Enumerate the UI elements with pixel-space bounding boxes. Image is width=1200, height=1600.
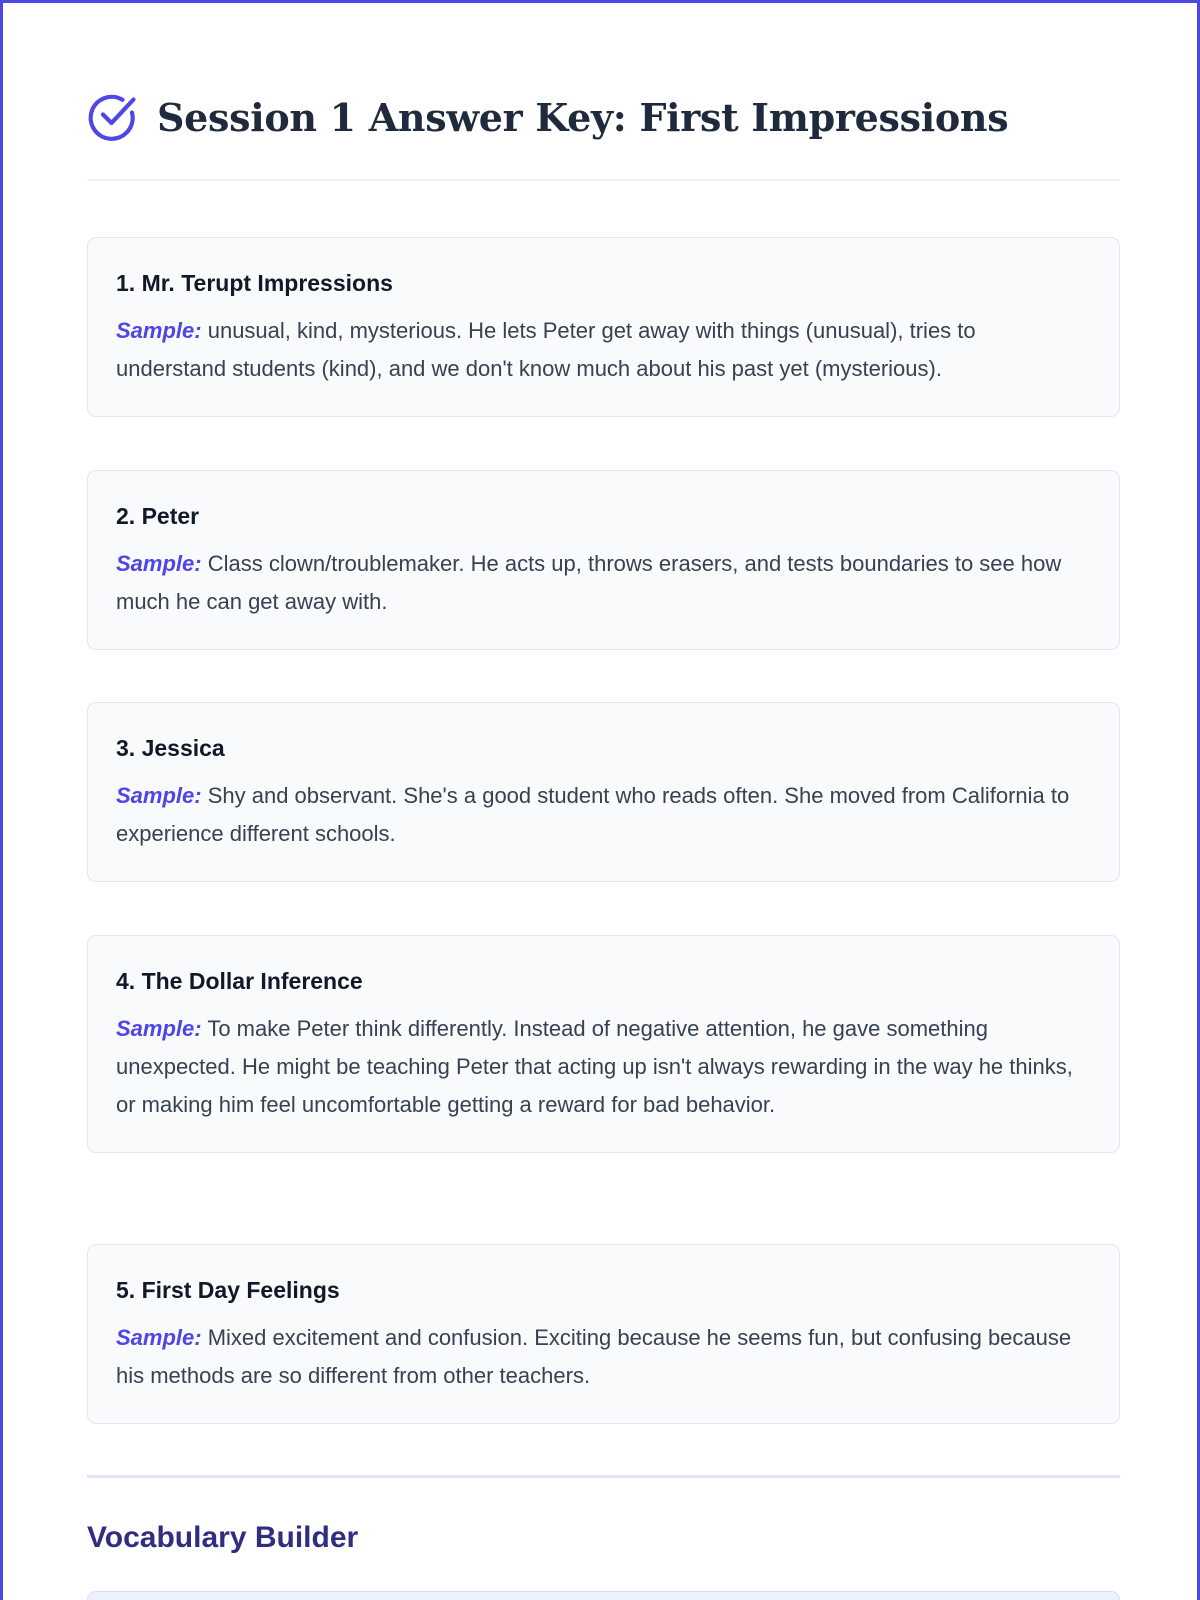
answer-card-2 [87,470,1120,650]
header-divider [87,179,1120,181]
sample-label: Sample: [116,783,202,808]
sample-label: Sample: [116,318,202,343]
answer-title: 4. The Dollar Inference [116,968,363,994]
answer-card-1 [87,237,1120,417]
sample-label: Sample: [116,1016,202,1041]
answer-title: 2. Peter [116,503,200,529]
answer-sample: To make Peter think differently. Instead of negative attention, he gave something unexpected. He might be teaching Peter that acting up isn't always rewarding in the way he thinks, or making him feel uncomfortable getting a reward for bad behavior. [116,1016,1073,1117]
vocabulary-card [87,1591,1120,1600]
answer-sample: Mixed excitement and confusion. Exciting because he seems fun, but confusing because his methods are so different from other teachers. [116,1325,1072,1388]
answer-text [116,1319,1091,1395]
page-title: Session 1 Answer Key: First Impressions [157,94,1009,140]
answer-title: 5. First Day Feelings [116,1277,340,1303]
answer-text [116,1010,1091,1124]
answer-sample: Shy and observant. She's a good student who reads often. She moved from California to experience different schools. [116,783,1070,846]
sample-label: Sample: [116,1325,202,1350]
answer-text [116,545,1091,621]
section-divider [87,1475,1120,1478]
page-header [87,85,1120,149]
answer-title: 3. Jessica [116,735,225,761]
vocabulary-section-title: Vocabulary Builder [87,1521,359,1554]
answer-sample: Class clown/troublemaker. He acts up, throws erasers, and tests boundaries to see how much he can get away with. [116,551,1062,614]
answer-sample: unusual, kind, mysterious. He lets Peter get away with things (unusual), tries to understand students (kind), and we don't know much about his past yet (mysterious). [116,318,976,381]
answer-text [116,312,1091,388]
answer-card-5 [87,1244,1120,1424]
check-circle-icon [87,91,139,143]
answer-card-4 [87,935,1120,1153]
answer-title: 1. Mr. Terupt Impressions [116,270,393,296]
answer-text [116,777,1091,853]
sample-label: Sample: [116,551,202,576]
answer-card-3 [87,702,1120,882]
